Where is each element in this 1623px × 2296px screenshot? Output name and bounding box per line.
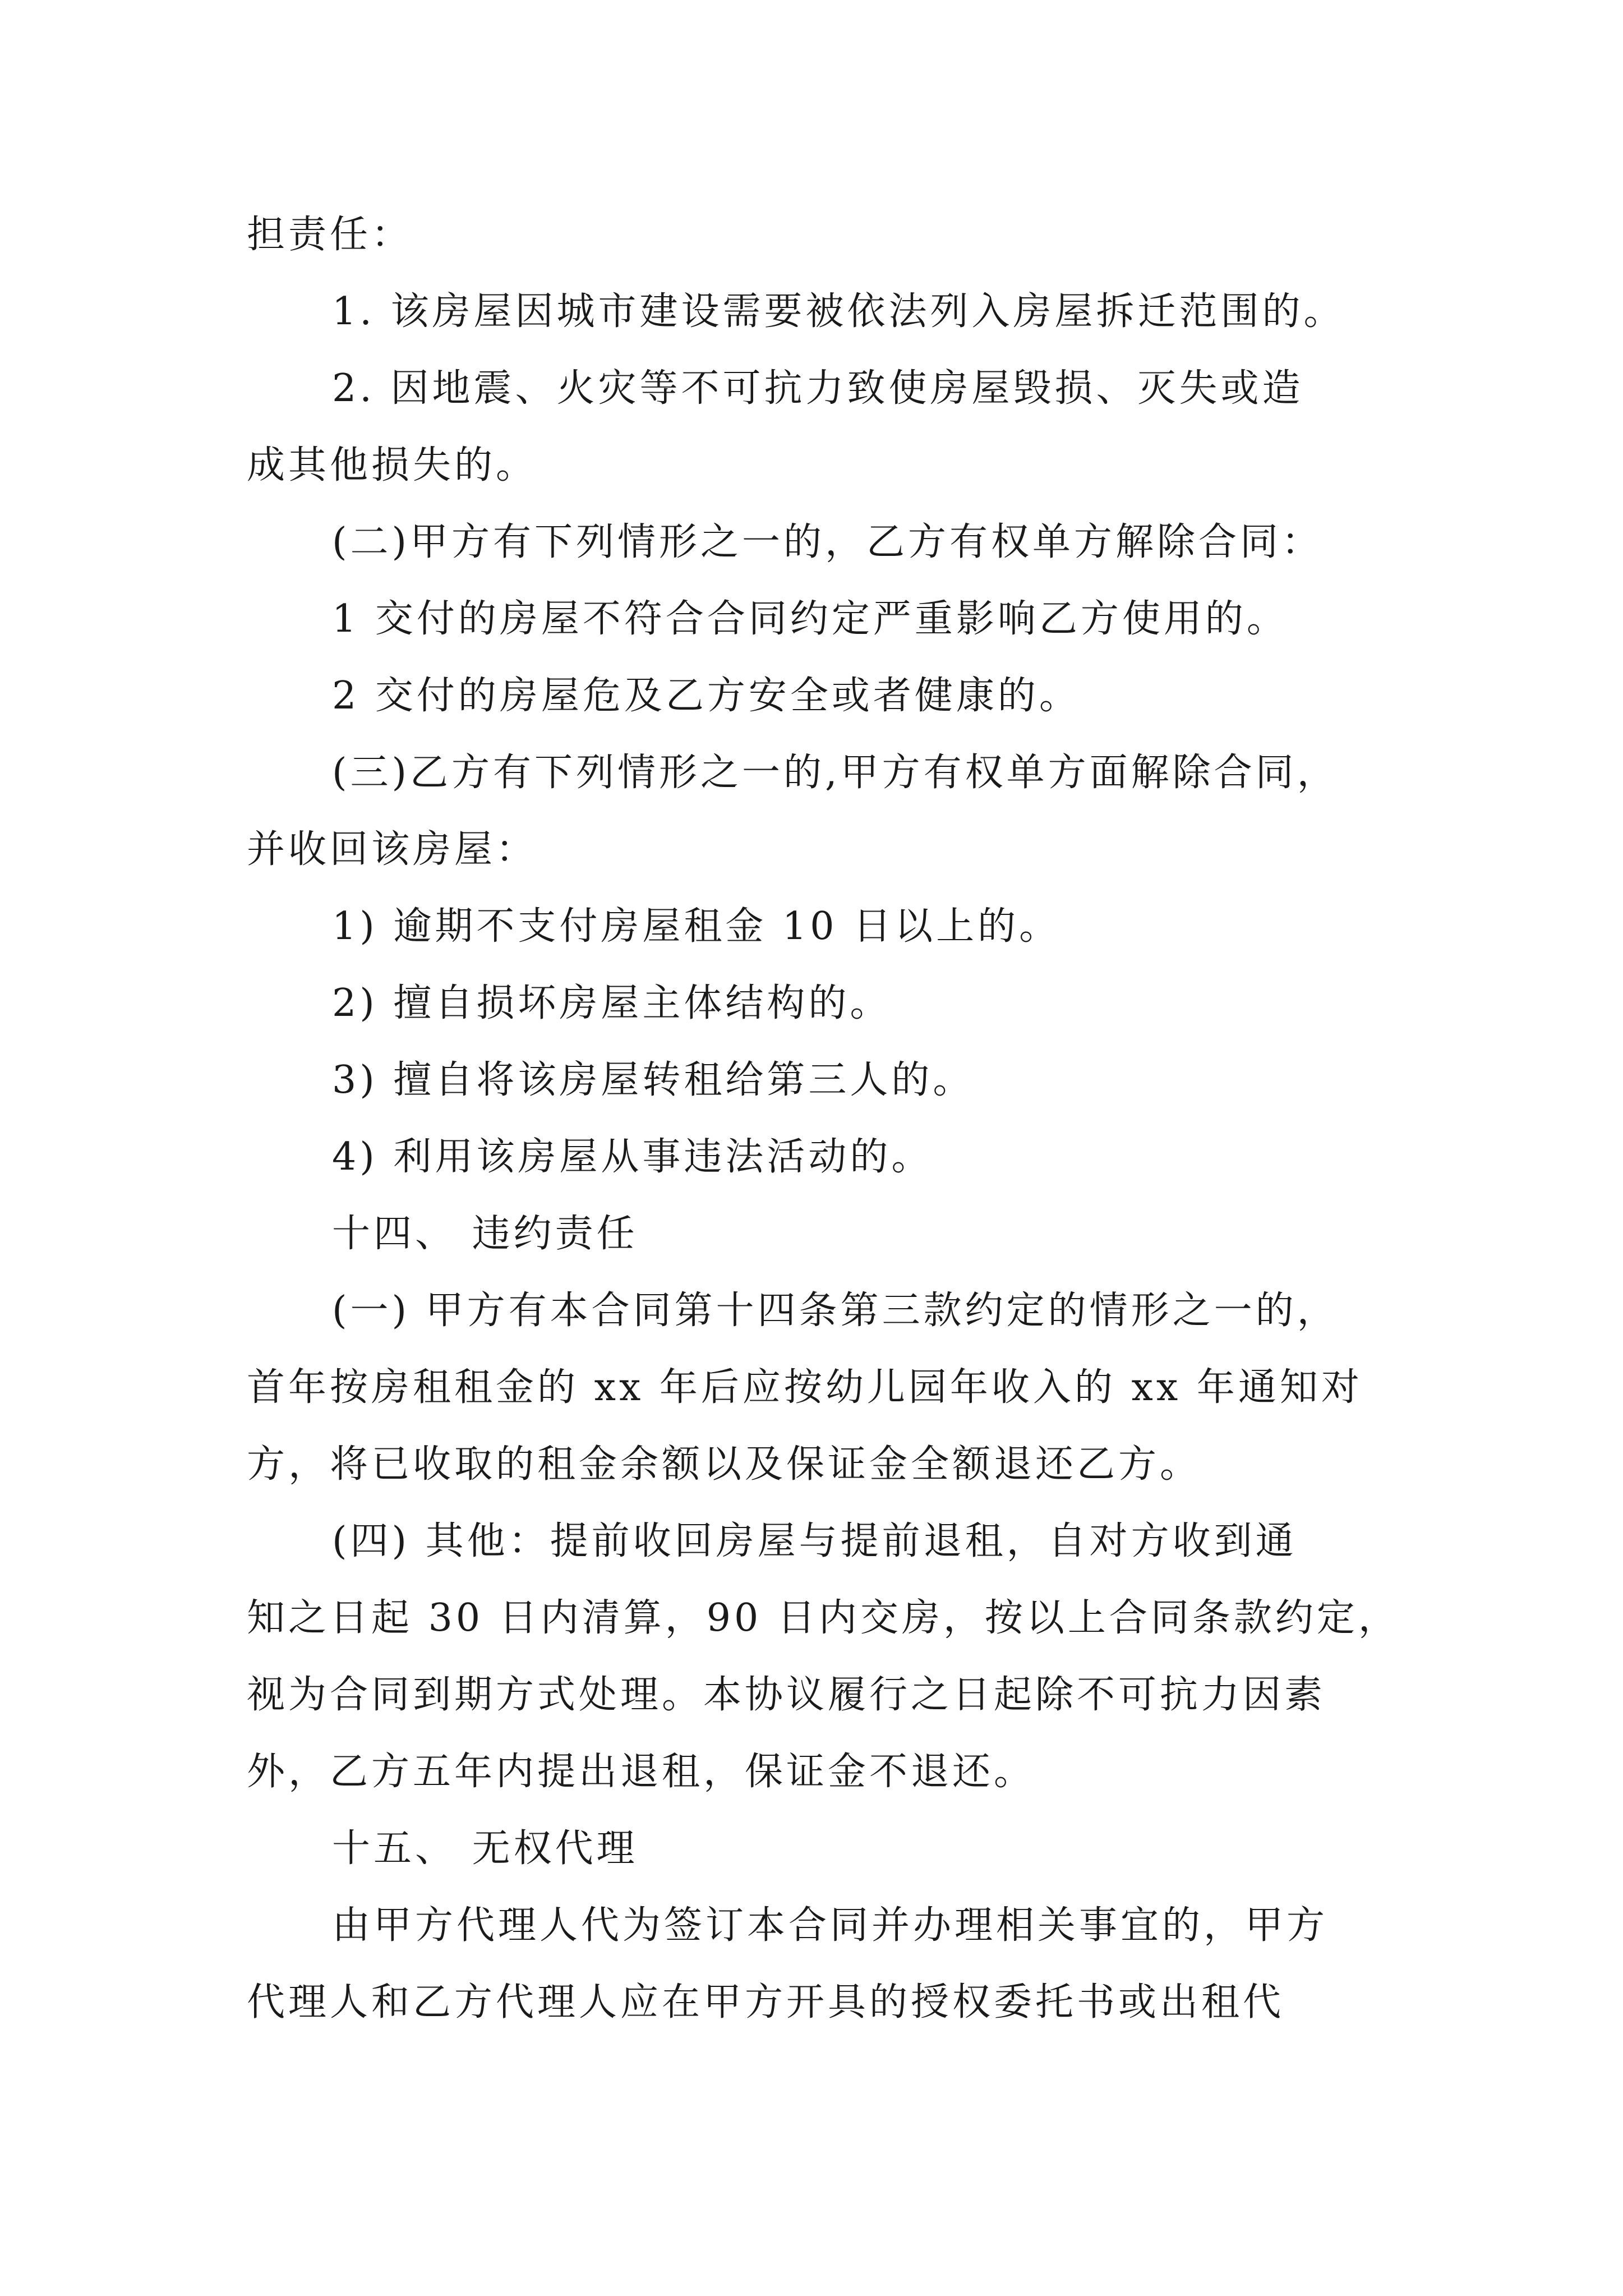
text-line: 2. 因地震、火灾等不可抗力致使房屋毁损、灭失或造	[332, 366, 1304, 411]
text-line: 并收回该房屋：	[247, 827, 538, 872]
text-line: 知之日起 30 日内清算，90 日内交房，按以上合同条款约定，	[247, 1596, 1400, 1640]
text-line: 1. 该房屋因城市建设需要被依法列入房屋拆迁范围的。	[332, 289, 1345, 334]
text-line: 外，乙方五年内提出退租，保证金不退还。	[247, 1750, 1036, 1794]
document-body	[247, 196, 1400, 2041]
text-line: 3) 擅自将该房屋转租给第三人的。	[332, 1058, 975, 1102]
text-line: 1 交付的房屋不符合合同约定严重影响乙方使用的。	[332, 597, 1288, 641]
text-line: 成其他损失的。	[247, 443, 538, 487]
text-line: (二)甲方有下列情形之一的，乙方有权单方解除合同：	[332, 520, 1324, 564]
section-heading: 十五、 无权代理	[332, 1826, 638, 1871]
text-line: (四) 其他：提前收回房屋与提前退租，自对方收到通	[332, 1519, 1297, 1563]
text-line: 代理人和乙方代理人应在甲方开具的授权委托书或出租代	[247, 1980, 1285, 2024]
text-line: 担责任：	[247, 213, 413, 257]
text-line: 首年按房租租金的 xx 年后应按幼儿园年收入的 xx 年通知对	[247, 1365, 1363, 1410]
text-line: (三)乙方有下列情形之一的,甲方有权单方面解除合同，	[332, 751, 1339, 795]
text-line: (一) 甲方有本合同第十四条第三款约定的情形之一的，	[332, 1289, 1339, 1333]
text-line: 方，将已收取的租金余额以及保证金全额退还乙方。	[247, 1442, 1202, 1487]
text-line: 由甲方代理人代为签订本合同并办理相关事宜的，甲方	[332, 1903, 1329, 1948]
text-line: 2 交付的房屋危及乙方安全或者健康的。	[332, 674, 1081, 718]
text-line: 1) 逾期不支付房屋租金 10 日以上的。	[332, 904, 1061, 949]
text-line: 2) 擅自损坏房屋主体结构的。	[332, 981, 892, 1025]
section-heading: 十四、 违约责任	[332, 1212, 638, 1256]
text-line: 4) 利用该房屋从事违法活动的。	[332, 1135, 933, 1179]
text-line: 视为合同到期方式处理。本协议履行之日起除不可抗力因素	[247, 1673, 1326, 1717]
